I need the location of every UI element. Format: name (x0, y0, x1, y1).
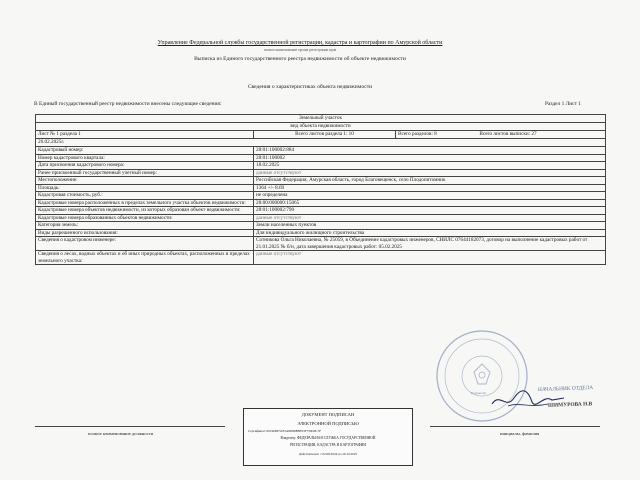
seal-text: Росреестр (471, 391, 487, 395)
row-label: Кадастровый номер: (36, 147, 254, 155)
table-row (36, 222, 606, 230)
position-line (35, 426, 225, 427)
table-row (36, 162, 606, 170)
signer-name: ШИМУРОВА Н.В (547, 401, 593, 409)
row-value: Российская Федерация, Амурская область, город Благовещенск, село Плодопитомник (254, 177, 606, 185)
table-row (36, 229, 606, 237)
table-row (36, 214, 606, 222)
row-label: Ранее присвоенный государственный учетный номер: (36, 169, 254, 177)
sections-total: Всего разделов: 8 (398, 131, 437, 137)
row-label: Сведения о кадастровом инженере: (36, 237, 254, 251)
row-label: Местоположение: (36, 177, 254, 185)
e-signature-owner-cont: РЕГИСТРАЦИИ, КАДАСТРА И КАРТОГРАФИИ (290, 443, 366, 447)
row-label: Виды разрешенного использования: (36, 229, 254, 237)
table-row (36, 154, 606, 162)
row-value: данные отсутствуют (254, 169, 606, 177)
table-row (36, 251, 606, 265)
table-row (36, 192, 606, 200)
table-row (36, 237, 606, 251)
e-signature-validity: Действителен: с 02.08.2024 по 26.10.2025 (298, 452, 358, 456)
e-signature-owner: Владелец: ФЕДЕРАЛЬНАЯ СЛУЖБА ГОСУДАРСТВЕННОЙ (280, 436, 376, 440)
sheets-in-section: Всего листов раздела 1: 10 (254, 131, 396, 139)
sheet-info-row (36, 131, 606, 139)
authority-name: Управление Федеральной службы государственной регистрации, кадастра и картографии по Амурской области (157, 40, 443, 46)
row-label: Сведения о лесах, водных объектах и об иных природных объектах, расположенных в пределах земельного участка: (36, 251, 254, 265)
signer-title: НАЧАЛЬНИК ОТДЕЛА (537, 385, 594, 393)
date-row (36, 139, 606, 147)
object-type-row (36, 115, 606, 123)
signature-caption: инициалы, фамилия (500, 431, 540, 436)
row-label: Площадь: (36, 184, 254, 192)
signature-line (430, 426, 600, 427)
sheet-number: Лист № 1 раздела 1 (36, 131, 254, 139)
e-signature-line1: ДОКУМЕНТ ПОДПИСАН (301, 412, 355, 417)
row-label: Кадастровые номера объектов недвижимости, из которых образован объект недвижимости: (36, 207, 254, 215)
e-signature-certificate: Сертификат: 0019D0E52F2A8D98B8F63F750D9C7F (248, 429, 322, 433)
object-type-caption: вид объекта недвижимости (36, 123, 606, 131)
row-label: Кадастровые номера расположенных в пределах земельного участка объектов недвижимости: (36, 199, 254, 207)
row-label: Кадастровая стоимость, руб.: (36, 192, 254, 200)
authority-caption: полное наименование органа регистрации прав (263, 48, 337, 52)
sections-and-sheets (396, 131, 606, 139)
e-signature-line2: ЭЛЕКТРОННОЙ ПОДПИСЬЮ (297, 421, 359, 426)
row-value: 28:01:100002 (254, 154, 606, 162)
row-value: 28:00:000000:15065 (254, 199, 606, 207)
table-row (36, 147, 606, 155)
intro-text: В Единый государственный реестр недвижимости внесены следующие сведения: (34, 101, 222, 107)
section-number: Раздел 1 Лист 1 (545, 101, 581, 107)
extract-date: 26.02.2025г. (36, 139, 606, 147)
table-row (36, 199, 606, 207)
section-title: Сведения о характеристиках объекта недвижимости (247, 84, 373, 90)
row-value: не определена (254, 192, 606, 200)
object-type: Земельный участок (36, 115, 606, 123)
table-row (36, 207, 606, 215)
row-label: Кадастровые номера образованных объектов недвижимости: (36, 214, 254, 222)
emblem-icon (474, 364, 490, 384)
row-value: Сотникова Ольга Николаевна, № 25059, в Объединение кадастровых инженеров, СНИЛС 07644182073, договор на выполнение кадастровых работ от 21.01.2025 № б/н, дата завершения кадастровых работ: 05.02.2025 (254, 237, 606, 251)
characteristics-table (35, 114, 606, 265)
position-caption: полное наименование должности (88, 431, 154, 436)
table-row (36, 177, 606, 185)
row-label: Номер кадастрового квартала: (36, 154, 254, 162)
row-value: Земли населенных пунктов (254, 222, 606, 230)
extract-sheets-total: Всего листов выписки: 27 (479, 131, 537, 137)
row-value: 1364 +/- 8.69 (254, 184, 606, 192)
characteristics-rows (36, 147, 606, 265)
row-value: 28:01:100002:790 (254, 207, 606, 215)
row-value: данные отсутствуют (254, 214, 606, 222)
extract-title: Выписка из Единого государственного реестра недвижимости об объекте недвижимости (194, 56, 406, 62)
row-value: 18.02.2025 (254, 162, 606, 170)
row-label: Категория земель: (36, 222, 254, 230)
row-value: 28:01:100002:884 (254, 147, 606, 155)
table-row (36, 169, 606, 177)
object-type-caption-row (36, 123, 606, 131)
e-signature-stamp (243, 408, 413, 466)
row-label: Дата присвоения кадастрового номера: (36, 162, 254, 170)
row-value: Для индивидуального жилищного строительства (254, 229, 606, 237)
table-row (36, 184, 606, 192)
row-value: данные отсутствуют (254, 251, 606, 265)
